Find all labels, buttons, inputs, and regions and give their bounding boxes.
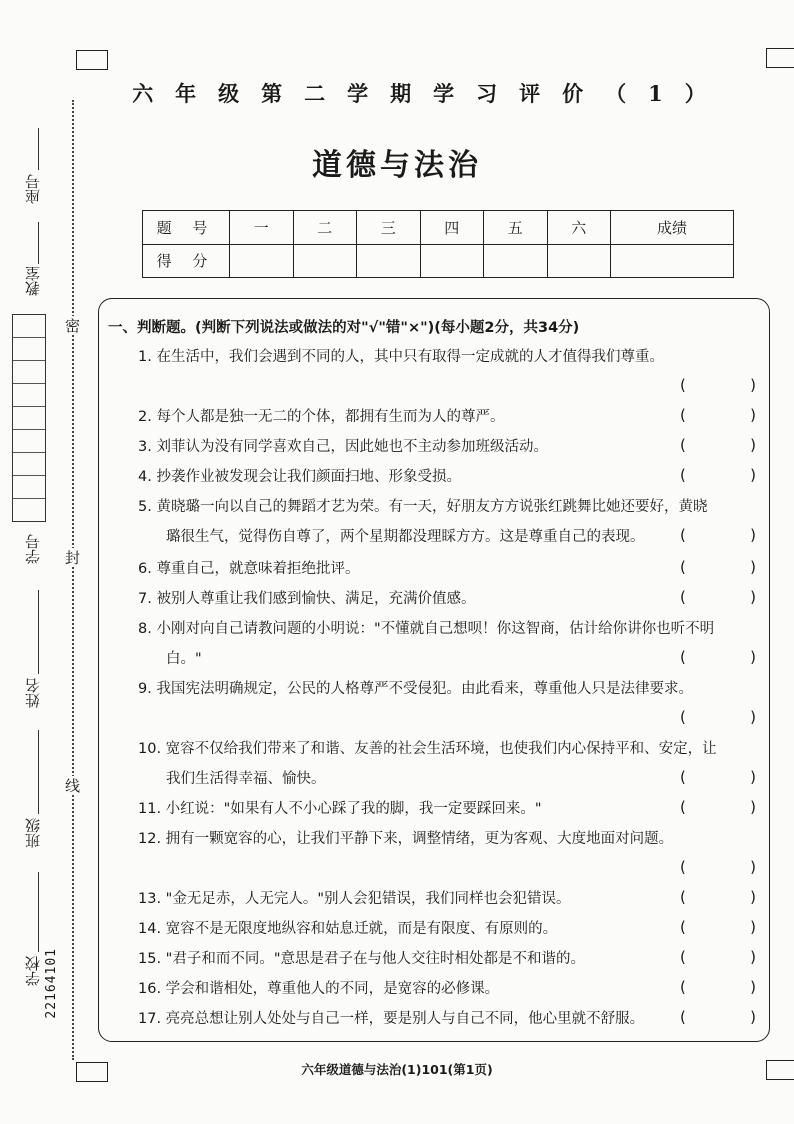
score-table-cell: 题 号 <box>143 211 230 245</box>
paren-open: ( <box>680 798 686 816</box>
score-table-cell: 六 <box>547 211 611 245</box>
paren-open: ( <box>680 648 686 666</box>
score-input-cell[interactable] <box>484 244 548 278</box>
question-text: 15. "君子和而不同。"意思是君子在与他人交往时相处都是不和谐的。 <box>138 951 586 967</box>
score-input-cell[interactable] <box>357 244 421 278</box>
question-text: 10. 宽容不仅给我们带来了和谐、友善的社会生活环境，也使我们内心保持平和、安定，让 <box>138 741 717 757</box>
answer-blank[interactable] <box>680 526 756 544</box>
seal-mark: 密 <box>63 318 81 333</box>
answer-blank[interactable] <box>680 918 756 936</box>
answer-blank[interactable] <box>680 1008 756 1026</box>
classroom-line <box>38 222 39 264</box>
question-text: 16. 学会和谐相处，尊重他人的不同，是宽容的必修课。 <box>138 981 500 997</box>
student-id-label: 学号 <box>24 534 42 564</box>
paren-close: ) <box>750 466 756 484</box>
score-table-header-row <box>143 211 734 245</box>
paren-close: ) <box>750 708 756 726</box>
exam-code: 22164101 <box>44 948 59 1019</box>
classroom-label: 教室 <box>24 266 42 296</box>
answer-blank[interactable] <box>680 888 756 906</box>
paren-close: ) <box>750 768 756 786</box>
score-table-cell: 三 <box>357 211 421 245</box>
paren-open: ( <box>680 918 686 936</box>
answer-blank[interactable] <box>680 466 756 484</box>
question-text: 7. 被别人尊重让我们感到愉快、满足，充满价值感。 <box>138 591 476 607</box>
score-table-cell: 四 <box>420 211 484 245</box>
fold-mark: 封 <box>63 550 81 565</box>
question-text: 9. 我国宪法明确规定，公民的人格尊严不受侵犯。由此看来，尊重他人只是法律要求。 <box>138 681 693 697</box>
paren-close: ) <box>750 406 756 424</box>
answer-blank[interactable] <box>680 436 756 454</box>
score-table-cell: 一 <box>230 211 294 245</box>
question-text: 11. 小红说："如果有人不小心踩了我的脚，我一定要踩回来。" <box>138 801 542 817</box>
score-table-cell: 成绩 <box>611 211 734 245</box>
paren-open: ( <box>680 526 686 544</box>
answer-blank[interactable] <box>680 798 756 816</box>
paren-open: ( <box>680 1008 686 1026</box>
paren-close: ) <box>750 918 756 936</box>
paren-open: ( <box>680 768 686 786</box>
score-row-label: 得 分 <box>143 244 230 278</box>
line-mark: 线 <box>63 778 81 793</box>
paren-open: ( <box>680 588 686 606</box>
paren-open: ( <box>680 978 686 996</box>
paren-open: ( <box>680 406 686 424</box>
paren-close: ) <box>750 648 756 666</box>
paren-close: ) <box>750 888 756 906</box>
answer-blank[interactable] <box>680 588 756 606</box>
score-table <box>142 210 734 278</box>
paren-close: ) <box>750 798 756 816</box>
school-label: 学校 <box>24 956 42 986</box>
question-text: 4. 抄袭作业被发现会让我们颜面扫地、形象受损。 <box>138 469 461 485</box>
paren-open: ( <box>680 376 686 394</box>
question-text: 14. 宽容不是无限度地纵容和姑息迁就，而是有限度、有原则的。 <box>138 921 558 937</box>
name-line <box>38 590 39 674</box>
answer-blank[interactable] <box>680 406 756 424</box>
question-text: 12. 拥有一颗宽容的心，让我们平静下来，调整情绪，更为客观、大度地面对问题。 <box>138 831 674 847</box>
paren-close: ) <box>750 558 756 576</box>
class-label: 班级 <box>24 818 42 848</box>
score-input-cell[interactable] <box>611 244 734 278</box>
paren-open: ( <box>680 888 686 906</box>
exam-header: 六年级第二学期学习评价（1） <box>132 81 728 106</box>
name-label: 姓名 <box>24 678 42 708</box>
class-line <box>38 730 39 814</box>
question-text: 13. "金无足赤，人无完人。"别人会犯错误，我们同样也会犯错误。 <box>138 891 571 907</box>
cut-dotted-line <box>72 100 74 1060</box>
paren-close: ) <box>750 376 756 394</box>
paren-open: ( <box>680 708 686 726</box>
school-line <box>38 872 39 952</box>
question-text: 8. 小刚对向自己请教问题的小明说："不懂就自己想呗！你这智商，估计给你讲你也听不明 <box>138 621 715 637</box>
student-id-grid[interactable] <box>12 314 46 522</box>
question-text: 璐很生气，觉得伤自尊了，两个星期都没理睬方方。这是尊重自己的表现。 <box>166 529 645 545</box>
question-text: 我们生活得幸福、愉快。 <box>166 771 326 787</box>
paren-close: ) <box>750 526 756 544</box>
paren-close: ) <box>750 948 756 966</box>
answer-blank[interactable] <box>680 648 756 666</box>
section-title: 一、判断题。(判断下列说法或做法的对"√"错"×")(每小题2分，共34分) <box>108 320 580 336</box>
score-table-score-row <box>143 244 734 278</box>
paren-close: ) <box>750 978 756 996</box>
question-text: 3. 刘菲认为没有同学喜欢自己，因此她也不主动参加班级活动。 <box>138 439 548 455</box>
question-text: 1. 在生活中，我们会遇到不同的人，其中只有取得一定成就的人才值得我们尊重。 <box>138 349 664 365</box>
paren-close: ) <box>750 858 756 876</box>
question-text: 5. 黄晓璐一向以自己的舞蹈才艺为荣。有一天，好朋友方方说张红跳舞比她还要好，黄晓 <box>138 499 708 515</box>
paren-open: ( <box>680 858 686 876</box>
score-table-cell: 二 <box>293 211 357 245</box>
answer-blank[interactable] <box>680 558 756 576</box>
seat-label: 座号 <box>24 174 42 204</box>
paren-close: ) <box>750 436 756 454</box>
page-footer: 六年级道德与法治(1)101(第1页) <box>301 1062 493 1077</box>
paren-open: ( <box>680 558 686 576</box>
question-text: 17. 亮亮总想让别人处处与自己一样，要是别人与自己不同，他心里就不舒服。 <box>138 1011 645 1027</box>
score-input-cell[interactable] <box>293 244 357 278</box>
paren-open: ( <box>680 466 686 484</box>
answer-blank[interactable] <box>680 858 756 876</box>
answer-blank[interactable] <box>680 376 756 394</box>
question-text: 白。" <box>166 651 202 667</box>
score-input-cell[interactable] <box>420 244 484 278</box>
question-text: 6. 尊重自己，就意味着拒绝批评。 <box>138 561 360 577</box>
score-input-cell[interactable] <box>547 244 611 278</box>
answer-blank[interactable] <box>680 978 756 996</box>
paren-close: ) <box>750 588 756 606</box>
answer-blank[interactable] <box>680 768 756 786</box>
paren-close: ) <box>750 1008 756 1026</box>
question-text: 2. 每个人都是独一无二的个体，都拥有生而为人的尊严。 <box>138 409 505 425</box>
corner-mark-top-right <box>766 48 794 68</box>
answer-blank[interactable] <box>680 708 756 726</box>
score-table-cell: 五 <box>484 211 548 245</box>
answer-blank[interactable] <box>680 948 756 966</box>
score-input-cell[interactable] <box>230 244 294 278</box>
subject-title: 道德与法治 <box>312 148 482 183</box>
paren-open: ( <box>680 948 686 966</box>
paren-open: ( <box>680 436 686 454</box>
